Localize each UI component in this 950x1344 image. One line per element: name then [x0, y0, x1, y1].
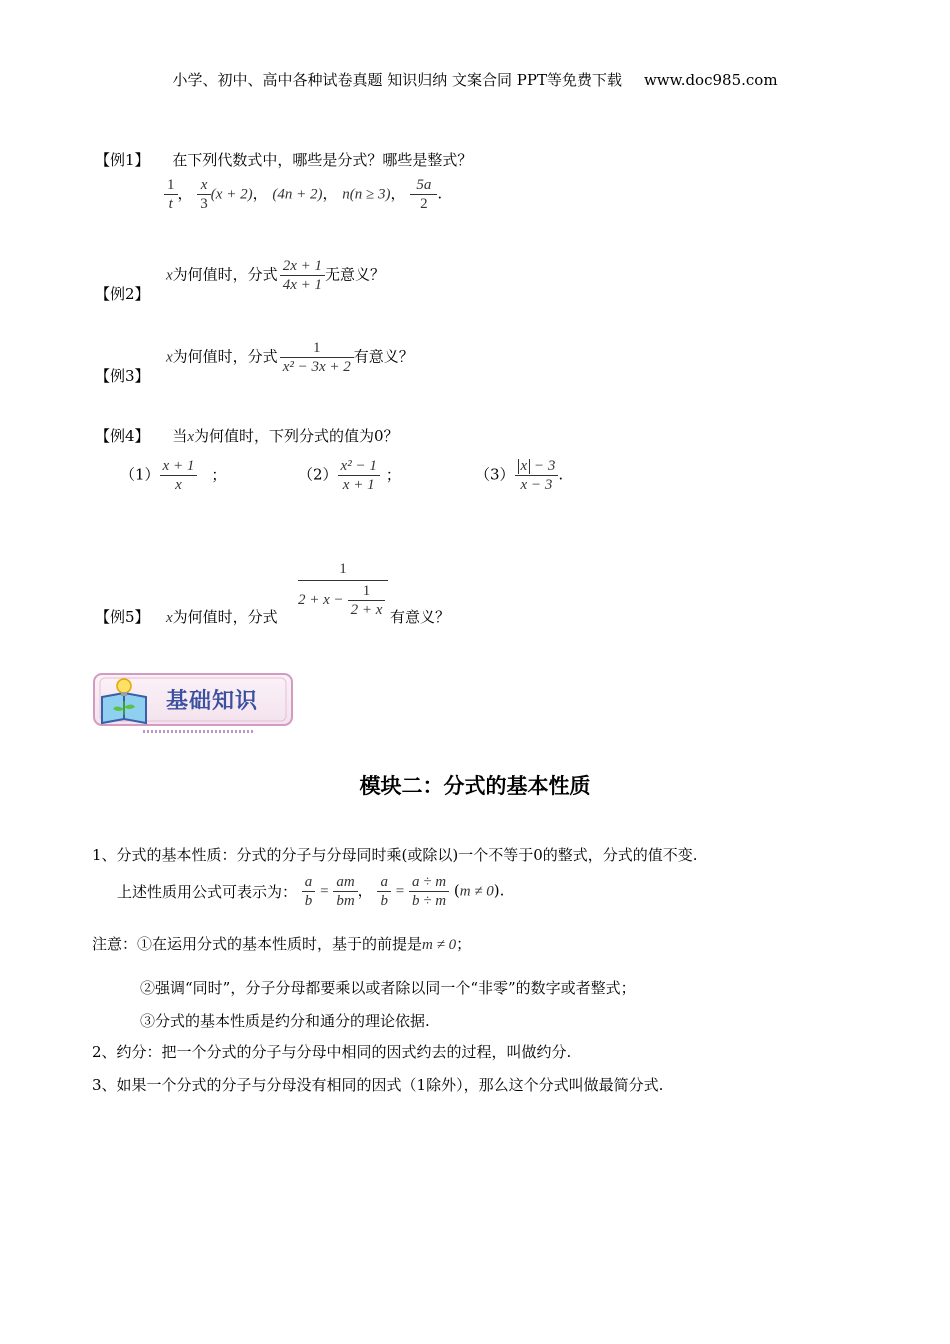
fraction-1-over-quadratic: $\frac{1}{\text{x² − 3x + 2}}$: [280, 339, 354, 376]
example-2-question: x为何值时，分式 $\frac{2x + 1}{4x + 1}$ 无意义？: [166, 258, 385, 293]
example-4-part-3: （3） $\frac{x - 3}{x - 3}$ .: [475, 458, 564, 493]
example-3-question: x为何值时，分式 $\frac{1}{\text{x² − 3x + 2}}$ 有意义？: [166, 340, 414, 375]
header-text: 小学、初中、高中各种试卷真题 知识归纳 文案合同 PPT等免费下载: [172, 71, 622, 89]
page-header: [0, 69, 950, 90]
condition-m-ne-0: m ≠ 0: [459, 883, 494, 900]
reduction-definition: 2、约分：把一个分式的分子与分母中相同的因式约去的过程，叫做约分.: [92, 1043, 572, 1061]
inner-fraction: $\frac{1}{2 + x}$: [348, 582, 386, 619]
question-text: 在下列代数式中，哪些是分式？哪些是整式？: [172, 151, 473, 169]
var-x: x: [187, 429, 195, 445]
example-5-prefix: x为何值时，分式: [166, 608, 278, 626]
banner-label: 基础知识: [166, 689, 259, 714]
note-3: ③分式的基本性质是约分和通分的理论依据.: [140, 1012, 430, 1030]
note-2: ②强调“同时”，分子分母都要乘以或者除以同一个“非零”的数字或者整式；: [140, 979, 636, 997]
fraction-2x1-over-4x1: $\frac{2x + 1}{4x + 1}$: [280, 257, 325, 294]
section-banner: [92, 671, 296, 733]
var-x: x: [166, 349, 173, 366]
header-url[interactable]: www.doc985.com: [643, 71, 778, 89]
example-3-tag: 【例3】: [95, 367, 150, 385]
expr-n-ge-3: n(n ≥ 3): [342, 186, 391, 203]
module-title: 模块二：分式的基本性质: [359, 774, 591, 798]
example-tag: 【例1】: [95, 151, 150, 169]
property-formula: 上述性质用公式可表示为： $\frac{a}{b}$ = $\frac{am}{bm}$ ， $\frac{a}{b}$ = $\frac{a \div m}{b \div m}$ (m ≠ 0).: [117, 874, 505, 909]
fraction-x-over-3: $\frac{x}{3}$: [197, 176, 211, 213]
simplest-fraction-definition: 3、如果一个分式的分子与分母没有相同的因式（1除外），那么这个分式叫做最简分式.: [92, 1076, 664, 1094]
example-1-expressions: $\frac{1}{t}$ ， $\frac{x}{3}$ (x + 2)， (4n + 2)， n(n ≥ 3)， $\frac{5a}{2}$ .: [164, 176, 442, 213]
example-5-tag: 【例5】: [95, 608, 150, 626]
expr-4n-plus-2: (4n + 2): [272, 186, 323, 203]
expr-x-plus-2: (x + 2): [210, 186, 253, 203]
var-x: x: [166, 610, 173, 626]
example-4-question: 【例4】 当x为何值时，下列分式的值为0？: [95, 427, 399, 445]
example-5-suffix: 有意义？: [390, 608, 451, 626]
example-4-part-2: （2） $\frac{\text{x² − 1}}{x + 1}$ ；: [298, 458, 401, 493]
complex-fraction: 1 2 + x − $\frac{1}{2 + x}$: [298, 560, 388, 619]
fraction-5a-over-2: $\frac{5a}{2}$: [410, 176, 437, 213]
example-1-question: [95, 150, 472, 170]
note-1: 注意：①在运用分式的基本性质时，基于的前提是m ≠ 0；: [92, 935, 472, 953]
example-4-part-1: （1） $\frac{x + 1}{x}$ ；: [120, 458, 227, 493]
example-2-tag: 【例2】: [95, 285, 150, 303]
fraction-x1-over-x: $\frac{x + 1}{x}$: [160, 457, 198, 494]
fraction-absx-m3-over-xm3: $\frac{x - 3}{x - 3}$: [515, 457, 559, 494]
fraction-a-over-b-2: $\frac{a}{b}$: [377, 873, 391, 910]
fraction-a-over-b: $\frac{a}{b}$: [302, 873, 316, 910]
property-definition: 1、分式的基本性质：分式的分子与分母同时乘(或除以)一个不等于0的整式，分式的值不变.: [92, 846, 698, 864]
example-tag: 【例4】: [95, 427, 150, 445]
var-x: x: [166, 267, 173, 284]
fraction-x2m1-over-x1: $\frac{\text{x² − 1}}{x + 1}$: [338, 457, 380, 494]
fraction-am-over-bm: $\frac{am}{bm}$: [333, 873, 357, 910]
fraction-1-over-t: $\frac{1}{t}$: [164, 176, 178, 213]
fraction-adivm-over-bdivm: $\frac{a \div m}{b \div m}$: [409, 873, 449, 910]
